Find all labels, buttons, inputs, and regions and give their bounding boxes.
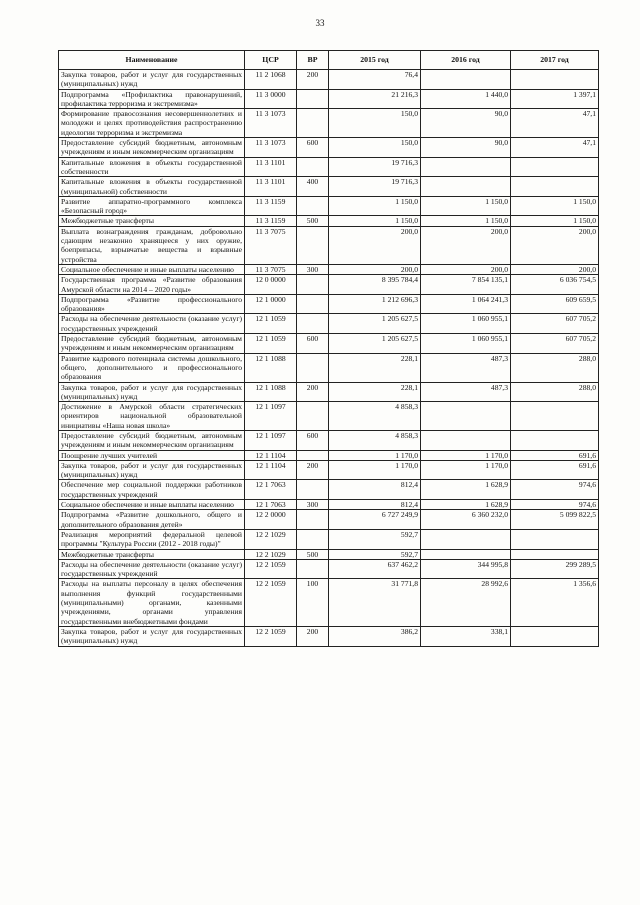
cell-2015: 228,1 [329, 353, 421, 382]
cell-csr: 12 2 1059 [245, 559, 297, 579]
cell-csr: 11 3 7075 [245, 264, 297, 274]
cell-name: Подпрограмма «Развитие профессионального образования» [59, 294, 245, 314]
cell-2015: 812,4 [329, 500, 421, 510]
table-row [59, 177, 599, 197]
cell-name: Расходы на выплаты персоналу в целях обеспечения выполнения функций государственными (муниципальными) органами, казенными учреждениями, органами управления государственными внебюджетными фондами [59, 579, 245, 626]
cell-name: Формирование правосознания несовершеннолетних и молодежи и целях противодействия распространению идеологии терроризма и экстремизма [59, 109, 245, 138]
table-row [59, 157, 599, 177]
table-row [59, 450, 599, 460]
cell-name: Подпрограмма «Развитие дошкольного, общего и дополнительного образования детей» [59, 510, 245, 530]
cell-vr [297, 275, 329, 295]
table-row [59, 559, 599, 579]
cell-2017 [511, 70, 599, 90]
header-2016: 2016 год [421, 51, 511, 70]
cell-2016: 1 064 241,3 [421, 294, 511, 314]
cell-name: Расходы на обеспечение деятельности (оказание услуг) государственных учреждений [59, 314, 245, 334]
cell-2016: 90,0 [421, 109, 511, 138]
cell-csr: 11 3 1073 [245, 109, 297, 138]
cell-2017: 974,6 [511, 500, 599, 510]
table-row [59, 196, 599, 216]
cell-2015: 4 858,3 [329, 430, 421, 450]
table-row [59, 89, 599, 109]
cell-2017: 691,6 [511, 450, 599, 460]
table-row [59, 626, 599, 646]
cell-2017 [511, 626, 599, 646]
table-row [59, 264, 599, 274]
cell-2016 [421, 549, 511, 559]
cell-2016: 6 360 232,0 [421, 510, 511, 530]
cell-name: Межбюджетные трансферты [59, 549, 245, 559]
cell-csr: 12 2 1059 [245, 579, 297, 626]
cell-2016: 1 628,9 [421, 480, 511, 500]
cell-2016 [421, 157, 511, 177]
cell-vr [297, 450, 329, 460]
cell-2016 [421, 177, 511, 197]
cell-vr [297, 109, 329, 138]
cell-2017 [511, 157, 599, 177]
cell-2015: 228,1 [329, 382, 421, 402]
cell-2016: 200,0 [421, 264, 511, 274]
cell-vr: 400 [297, 177, 329, 197]
table-row [59, 480, 599, 500]
cell-vr [297, 196, 329, 216]
cell-2017: 5 099 822,5 [511, 510, 599, 530]
cell-2017: 1 356,6 [511, 579, 599, 626]
budget-table [58, 50, 599, 647]
cell-2015: 1 150,0 [329, 216, 421, 226]
cell-2016: 1 628,9 [421, 500, 511, 510]
header-csr: ЦСР [245, 51, 297, 70]
cell-vr: 600 [297, 430, 329, 450]
cell-2015: 150,0 [329, 138, 421, 158]
table-row [59, 334, 599, 354]
cell-2016: 344 995,8 [421, 559, 511, 579]
cell-vr: 500 [297, 216, 329, 226]
cell-2015: 19 716,3 [329, 177, 421, 197]
cell-name: Закупка товаров, работ и услуг для государственных (муниципальных) нужд [59, 460, 245, 480]
cell-2015: 19 716,3 [329, 157, 421, 177]
cell-vr: 300 [297, 500, 329, 510]
cell-name: Развитие аппаратно-программного комплекса «Безопасный город» [59, 196, 245, 216]
cell-2017: 47,1 [511, 138, 599, 158]
cell-csr: 12 1 7063 [245, 480, 297, 500]
table-row [59, 70, 599, 90]
cell-vr [297, 226, 329, 264]
cell-csr: 12 1 1059 [245, 334, 297, 354]
cell-2015: 8 395 784,4 [329, 275, 421, 295]
cell-2016: 338,1 [421, 626, 511, 646]
cell-2016: 1 150,0 [421, 216, 511, 226]
cell-csr: 11 2 1068 [245, 70, 297, 90]
cell-csr: 12 1 0000 [245, 294, 297, 314]
cell-name: Предоставление субсидий бюджетным, автономным учреждениям и иным некоммерческим организациям [59, 430, 245, 450]
cell-vr: 600 [297, 138, 329, 158]
cell-2015: 6 727 249,9 [329, 510, 421, 530]
cell-2017: 607 705,2 [511, 314, 599, 334]
cell-vr: 200 [297, 382, 329, 402]
cell-vr [297, 559, 329, 579]
cell-vr: 200 [297, 70, 329, 90]
cell-2017: 288,0 [511, 382, 599, 402]
cell-csr: 11 3 0000 [245, 89, 297, 109]
cell-2016 [421, 430, 511, 450]
cell-2015: 812,4 [329, 480, 421, 500]
table-row [59, 353, 599, 382]
cell-2017: 200,0 [511, 264, 599, 274]
cell-vr [297, 510, 329, 530]
cell-csr: 11 3 1101 [245, 177, 297, 197]
cell-vr [297, 294, 329, 314]
cell-2015: 1 170,0 [329, 450, 421, 460]
cell-csr: 12 1 1088 [245, 353, 297, 382]
cell-2016: 487,3 [421, 382, 511, 402]
cell-vr: 200 [297, 626, 329, 646]
table-row [59, 529, 599, 549]
cell-2017: 47,1 [511, 109, 599, 138]
cell-2017: 609 659,5 [511, 294, 599, 314]
cell-csr: 12 2 1029 [245, 549, 297, 559]
cell-2017 [511, 177, 599, 197]
cell-2015: 31 771,8 [329, 579, 421, 626]
cell-name: Закупка товаров, работ и услуг для государственных (муниципальных) нужд [59, 626, 245, 646]
table-row [59, 460, 599, 480]
cell-2015: 200,0 [329, 264, 421, 274]
table-row [59, 510, 599, 530]
cell-csr: 11 3 1101 [245, 157, 297, 177]
cell-2016: 1 440,0 [421, 89, 511, 109]
cell-2017 [511, 529, 599, 549]
cell-csr: 12 0 0000 [245, 275, 297, 295]
cell-2017: 607 705,2 [511, 334, 599, 354]
cell-name: Предоставление субсидий бюджетным, автономным учреждениям и иным некоммерческим организациям [59, 138, 245, 158]
cell-2015: 1 170,0 [329, 460, 421, 480]
cell-csr: 12 2 0000 [245, 510, 297, 530]
cell-vr [297, 529, 329, 549]
cell-vr: 100 [297, 579, 329, 626]
cell-2017 [511, 402, 599, 431]
cell-name: Расходы на обеспечение деятельности (оказание услуг) государственных учреждений [59, 559, 245, 579]
cell-2015: 4 858,3 [329, 402, 421, 431]
cell-csr: 12 1 1097 [245, 430, 297, 450]
table-row [59, 138, 599, 158]
cell-name: Межбюджетные трансферты [59, 216, 245, 226]
cell-name: Достижение в Амурской области стратегических ориентиров национальной образовательной инициативы «Наша новая школа» [59, 402, 245, 431]
table-row [59, 314, 599, 334]
cell-vr [297, 314, 329, 334]
cell-vr [297, 353, 329, 382]
cell-2017: 288,0 [511, 353, 599, 382]
cell-2016: 487,3 [421, 353, 511, 382]
page-number: 33 [315, 18, 325, 28]
table-body [59, 70, 599, 647]
cell-name: Государственная программа «Развитие образования Амурской области на 2014 – 2020 годы» [59, 275, 245, 295]
cell-csr: 12 1 1059 [245, 314, 297, 334]
cell-csr: 11 3 1159 [245, 196, 297, 216]
cell-csr: 12 2 1029 [245, 529, 297, 549]
cell-2015: 1 205 627,5 [329, 334, 421, 354]
table-row [59, 500, 599, 510]
cell-csr: 12 1 1104 [245, 460, 297, 480]
cell-csr: 12 1 1097 [245, 402, 297, 431]
cell-name: Закупка товаров, работ и услуг для государственных (муниципальных) нужд [59, 382, 245, 402]
table-row [59, 430, 599, 450]
cell-vr: 500 [297, 549, 329, 559]
table-header-row [59, 51, 599, 70]
cell-2017: 6 036 754,5 [511, 275, 599, 295]
cell-2015: 1 150,0 [329, 196, 421, 216]
cell-name: Поощрение лучших учителей [59, 450, 245, 460]
cell-name: Обеспечение мер социальной поддержки работников государственных учреждений [59, 480, 245, 500]
cell-2015: 1 205 627,5 [329, 314, 421, 334]
cell-csr: 12 1 1104 [245, 450, 297, 460]
cell-csr: 11 3 1159 [245, 216, 297, 226]
cell-2017: 691,6 [511, 460, 599, 480]
cell-2017 [511, 430, 599, 450]
cell-name: Развитие кадрового потенциала системы дошкольного, общего, дополнительного и профессионального образования [59, 353, 245, 382]
cell-2017: 200,0 [511, 226, 599, 264]
cell-name: Предоставление субсидий бюджетным, автономным учреждениям и иным некоммерческим организациям [59, 334, 245, 354]
cell-2016: 7 854 135,1 [421, 275, 511, 295]
cell-2016: 28 992,6 [421, 579, 511, 626]
cell-2016: 1 150,0 [421, 196, 511, 216]
cell-2015: 200,0 [329, 226, 421, 264]
cell-2016: 1 170,0 [421, 460, 511, 480]
header-2017: 2017 год [511, 51, 599, 70]
cell-vr: 600 [297, 334, 329, 354]
cell-2015: 592,7 [329, 529, 421, 549]
cell-2017 [511, 549, 599, 559]
cell-name: Выплата вознаграждения гражданам, добровольно сдающим незаконно хранящееся у них оружие, боеприпасы, взрывчатые вещества и взрывные устройства [59, 226, 245, 264]
cell-name: Капитальные вложения в объекты государственной (муниципальной) собственности [59, 177, 245, 197]
header-name: Наименование [59, 51, 245, 70]
cell-vr: 200 [297, 460, 329, 480]
cell-2016: 1 170,0 [421, 450, 511, 460]
cell-2016 [421, 529, 511, 549]
header-2015: 2015 год [329, 51, 421, 70]
table-row [59, 382, 599, 402]
cell-2015: 21 216,3 [329, 89, 421, 109]
header-vr: ВР [297, 51, 329, 70]
table-row [59, 275, 599, 295]
cell-vr [297, 480, 329, 500]
cell-name: Капитальные вложения в объекты государственной собственности [59, 157, 245, 177]
cell-vr [297, 402, 329, 431]
table-row [59, 226, 599, 264]
cell-2017: 974,6 [511, 480, 599, 500]
table-row [59, 109, 599, 138]
cell-vr: 300 [297, 264, 329, 274]
table-row [59, 549, 599, 559]
cell-2015: 637 462,2 [329, 559, 421, 579]
cell-csr: 12 2 1059 [245, 626, 297, 646]
cell-csr: 12 1 7063 [245, 500, 297, 510]
cell-csr: 11 3 7075 [245, 226, 297, 264]
cell-2015: 150,0 [329, 109, 421, 138]
cell-2017: 1 397,1 [511, 89, 599, 109]
cell-2016: 200,0 [421, 226, 511, 264]
cell-2016 [421, 402, 511, 431]
cell-2016: 1 060 955,1 [421, 314, 511, 334]
cell-2015: 592,7 [329, 549, 421, 559]
cell-name: Реализация мероприятий федеральной целевой программы "Культура России (2012 - 2018 годы)" [59, 529, 245, 549]
cell-2016: 90,0 [421, 138, 511, 158]
cell-name: Подпрограмма «Профилактика правонарушений, профилактика терроризма и экстремизма» [59, 89, 245, 109]
cell-2015: 1 212 696,3 [329, 294, 421, 314]
cell-csr: 11 3 1073 [245, 138, 297, 158]
table-row [59, 579, 599, 626]
cell-2017: 299 289,5 [511, 559, 599, 579]
table-row [59, 402, 599, 431]
cell-name: Социальное обеспечение и иные выплаты населению [59, 264, 245, 274]
table-row [59, 216, 599, 226]
cell-vr [297, 89, 329, 109]
cell-2016 [421, 70, 511, 90]
cell-2017: 1 150,0 [511, 216, 599, 226]
cell-2015: 76,4 [329, 70, 421, 90]
cell-name: Социальное обеспечение и иные выплаты населению [59, 500, 245, 510]
cell-2017: 1 150,0 [511, 196, 599, 216]
cell-2016: 1 060 955,1 [421, 334, 511, 354]
cell-name: Закупка товаров, работ и услуг для государственных (муниципальных) нужд [59, 70, 245, 90]
cell-2015: 386,2 [329, 626, 421, 646]
cell-vr [297, 157, 329, 177]
table-row [59, 294, 599, 314]
cell-csr: 12 1 1088 [245, 382, 297, 402]
